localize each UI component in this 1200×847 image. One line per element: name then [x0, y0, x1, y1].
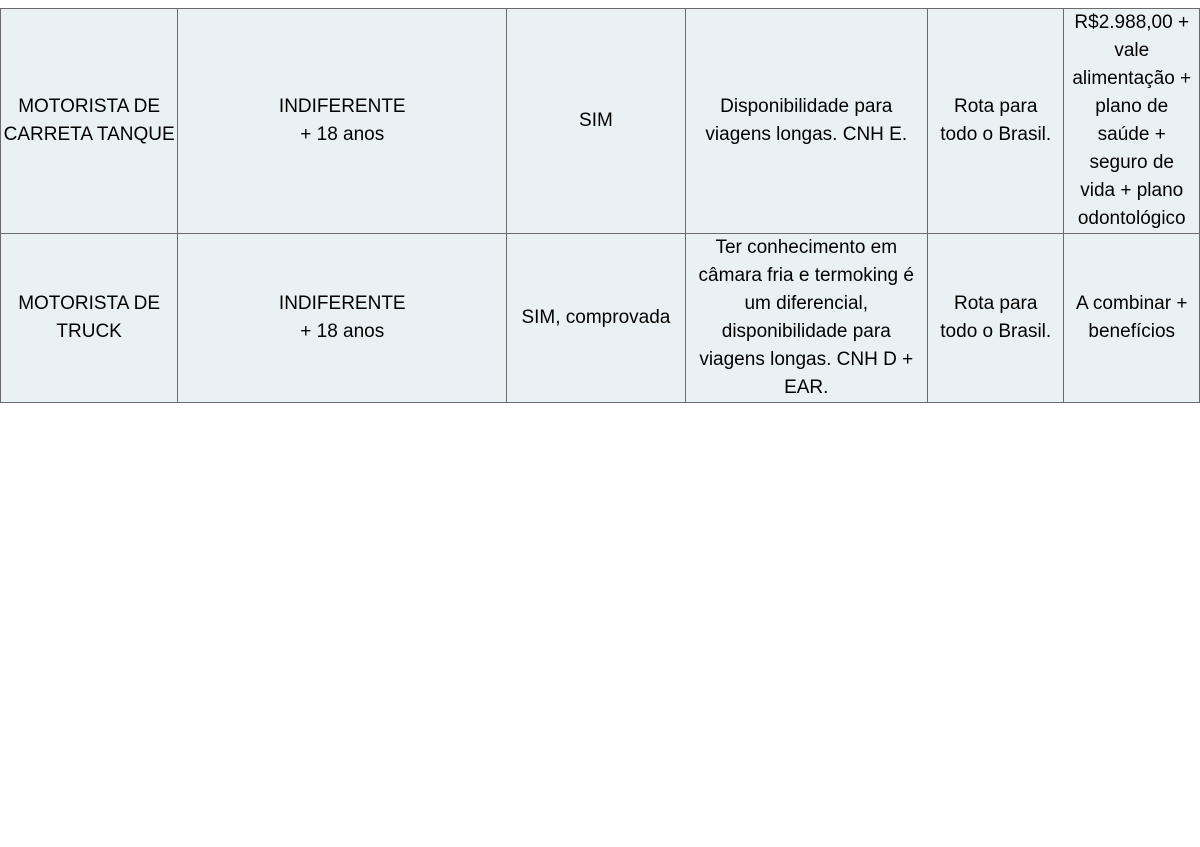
cell-line: SIM, comprovada	[521, 307, 671, 328]
cell-line: INDIFERENTE	[278, 96, 406, 117]
cell-line: seguro de	[1089, 152, 1174, 173]
location-cell	[927, 234, 1064, 403]
salary-cell	[1064, 9, 1200, 234]
cell-line: disponibilidade para	[721, 321, 891, 342]
cell-line: câmara fria e termoking é	[698, 265, 914, 286]
cell-line: R$2.988,00 +	[1074, 12, 1190, 33]
cell-line: SIM	[579, 110, 613, 131]
cell-line: vale	[1114, 40, 1150, 61]
cell-line: INDIFERENTE	[278, 293, 406, 314]
cell-line: odontológico	[1077, 208, 1186, 229]
cell-line: vida + plano	[1080, 180, 1184, 201]
cell-line: plano de	[1095, 96, 1169, 117]
sex-age-cell	[178, 234, 507, 403]
cell-line: EAR.	[784, 377, 829, 398]
experience-cell	[507, 9, 685, 234]
salary-cell	[1064, 234, 1200, 403]
cell-line: MOTORISTA DE	[18, 293, 161, 314]
cell-line: MOTORISTA DE	[18, 96, 161, 117]
cell-line: TRUCK	[56, 321, 122, 342]
experience-cell	[507, 234, 685, 403]
job-title-cell	[1, 9, 178, 234]
location-cell	[927, 9, 1064, 234]
cell-line: CARRETA TANQUE	[3, 124, 175, 145]
cell-line: Disponibilidade para	[720, 96, 893, 117]
sex-age-cell	[178, 9, 507, 234]
cell-line: viagens longas. CNH D +	[699, 349, 914, 370]
table-row	[1, 9, 1200, 234]
table-row	[1, 234, 1200, 403]
cell-line: Rota para	[954, 293, 1038, 314]
cell-line: Rota para	[954, 96, 1038, 117]
cell-line: todo o Brasil.	[940, 124, 1052, 145]
job-listings-table	[0, 8, 1200, 403]
cell-line: A combinar +	[1076, 293, 1188, 314]
cell-line: viagens longas. CNH E.	[705, 124, 908, 145]
cell-line: alimentação +	[1072, 68, 1192, 89]
job-title-cell	[1, 234, 178, 403]
cell-line: + 18 anos	[300, 321, 385, 342]
cell-line: benefícios	[1088, 321, 1176, 342]
requirements-cell	[685, 9, 927, 234]
requirements-cell	[685, 234, 927, 403]
cell-line: um diferencial,	[744, 293, 869, 314]
cell-line: saúde +	[1097, 124, 1166, 145]
cell-line: todo o Brasil.	[940, 321, 1052, 342]
cell-line: + 18 anos	[300, 124, 385, 145]
cell-line: Ter conhecimento em	[715, 237, 898, 258]
